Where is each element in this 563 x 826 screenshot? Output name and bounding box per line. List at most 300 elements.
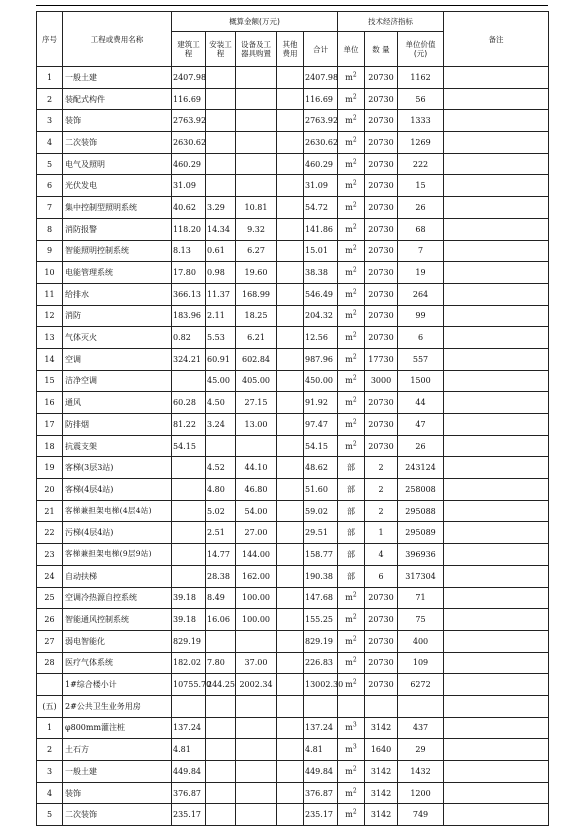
cell-quantity: 4 [365, 544, 398, 566]
cell-unit [338, 262, 365, 284]
cell-name: 智能照明控制系统 [63, 240, 172, 262]
cell-equipment: 602.84 [236, 348, 277, 370]
cell-equipment: 54.00 [236, 500, 277, 522]
cell-building [172, 370, 206, 392]
cell-building [172, 479, 206, 501]
cell-unit-value: 1432 [398, 761, 444, 783]
cell-quantity: 20730 [365, 414, 398, 436]
cell-equipment: 18.25 [236, 305, 277, 327]
cell-unit [338, 88, 365, 110]
cell-equipment: 6.21 [236, 327, 277, 349]
cell-other [277, 479, 304, 501]
cell-other [277, 110, 304, 132]
unit-text: 部 [347, 571, 355, 581]
cell-seq: 4 [37, 782, 63, 804]
unit-text: m [345, 680, 353, 690]
cell-unit [338, 739, 365, 761]
cell-quantity: 20730 [365, 175, 398, 197]
cell-name: 1#综合楼小计 [63, 674, 172, 696]
table-row [37, 609, 549, 631]
header-estimate-group: 概算金额(万元) [172, 12, 338, 32]
cell-unit-value: 26 [398, 197, 444, 219]
unit-exponent: 2 [352, 331, 357, 339]
unit-text: m [345, 441, 353, 451]
cell-other [277, 674, 304, 696]
unit-exponent: 2 [352, 808, 357, 816]
cell-quantity: 20730 [365, 88, 398, 110]
cell-name: 抗震支架 [63, 435, 172, 457]
cell-seq: 22 [37, 522, 63, 544]
cell-seq: 26 [37, 609, 63, 631]
cell-install: 60.91 [206, 348, 236, 370]
cell-building: 376.87 [172, 782, 206, 804]
cell-total: 12.56 [304, 327, 338, 349]
cell-building: 2630.62 [172, 132, 206, 154]
cell-unit-value: 1269 [398, 132, 444, 154]
cell-building [172, 544, 206, 566]
table-row [37, 695, 549, 717]
cell-remark [444, 370, 549, 392]
cell-seq: 12 [37, 305, 63, 327]
table-row [37, 782, 549, 804]
cell-equipment: 144.00 [236, 544, 277, 566]
cell-seq: 28 [37, 652, 63, 674]
cell-unit-value: 26 [398, 435, 444, 457]
cell-remark [444, 457, 549, 479]
cell-seq: 8 [37, 218, 63, 240]
cell-other [277, 587, 304, 609]
table-row [37, 132, 549, 154]
cell-unit [338, 218, 365, 240]
unit-text: m [345, 289, 353, 299]
table-row [37, 197, 549, 219]
cell-seq: 13 [37, 327, 63, 349]
cell-building [172, 695, 206, 717]
cell-total: 141.86 [304, 218, 338, 240]
cell-building: 17.80 [172, 262, 206, 284]
cell-total: 987.96 [304, 348, 338, 370]
cell-remark [444, 630, 549, 652]
cell-other [277, 565, 304, 587]
unit-text: m [345, 94, 353, 104]
cell-other [277, 240, 304, 262]
cell-remark [444, 522, 549, 544]
cell-name: 弱电智能化 [63, 630, 172, 652]
unit-text: 部 [347, 463, 355, 473]
cell-unit [338, 695, 365, 717]
unit-text: m [345, 268, 353, 278]
cell-other [277, 652, 304, 674]
cell-quantity: 2 [365, 457, 398, 479]
cell-other [277, 695, 304, 717]
cell-name: 给排水 [63, 283, 172, 305]
cell-unit [338, 240, 365, 262]
cell-unit-value: 68 [398, 218, 444, 240]
cell-unit [338, 782, 365, 804]
cell-seq: 1 [37, 67, 63, 89]
cell-install [206, 110, 236, 132]
cell-building: 449.84 [172, 761, 206, 783]
cell-other [277, 739, 304, 761]
cell-building: 324.21 [172, 348, 206, 370]
cell-equipment: 100.00 [236, 587, 277, 609]
cell-total: 190.38 [304, 565, 338, 587]
cell-building: 183.96 [172, 305, 206, 327]
cell-equipment: 162.00 [236, 565, 277, 587]
cell-equipment: 37.00 [236, 652, 277, 674]
cell-quantity: 20730 [365, 652, 398, 674]
unit-text: m [345, 246, 353, 256]
cell-unit [338, 630, 365, 652]
cell-other [277, 348, 304, 370]
cell-quantity: 20730 [365, 110, 398, 132]
unit-exponent: 3 [352, 743, 357, 751]
cell-other [277, 544, 304, 566]
cell-building: 10755.70 [172, 674, 206, 696]
unit-text: 部 [347, 549, 355, 559]
cell-remark [444, 283, 549, 305]
table-row [37, 674, 549, 696]
cell-quantity: 20730 [365, 132, 398, 154]
cell-total: 137.24 [304, 717, 338, 739]
cell-install: 4.80 [206, 479, 236, 501]
table-row [37, 88, 549, 110]
table-row [37, 305, 549, 327]
cell-unit [338, 435, 365, 457]
table-row [37, 652, 549, 674]
cell-seq: 7 [37, 197, 63, 219]
table-body [37, 67, 549, 826]
cell-equipment [236, 782, 277, 804]
cell-total: 147.68 [304, 587, 338, 609]
cell-total: 4.81 [304, 739, 338, 761]
cell-remark [444, 500, 549, 522]
cell-remark [444, 652, 549, 674]
cell-remark [444, 414, 549, 436]
table-row [37, 479, 549, 501]
cell-unit-value: 75 [398, 609, 444, 631]
cell-unit [338, 175, 365, 197]
unit-text: m [345, 745, 353, 755]
cell-remark [444, 739, 549, 761]
cell-equipment: 19.60 [236, 262, 277, 284]
cell-equipment: 9.32 [236, 218, 277, 240]
cell-install [206, 630, 236, 652]
cell-total: 2407.98 [304, 67, 338, 89]
cell-name: 防排烟 [63, 414, 172, 436]
cell-equipment: 46.80 [236, 479, 277, 501]
cell-equipment: 10.81 [236, 197, 277, 219]
cell-equipment [236, 804, 277, 826]
cell-install: 14.34 [206, 218, 236, 240]
cell-total: 450.00 [304, 370, 338, 392]
cell-seq: 11 [37, 283, 63, 305]
unit-text: m [345, 593, 353, 603]
cell-equipment [236, 132, 277, 154]
header-building: 建筑工程 [172, 32, 206, 67]
cell-unit [338, 587, 365, 609]
cell-equipment: 13.00 [236, 414, 277, 436]
table-row [37, 457, 549, 479]
cell-seq: 18 [37, 435, 63, 457]
cell-other [277, 262, 304, 284]
cell-other [277, 305, 304, 327]
unit-exponent: 2 [352, 136, 357, 144]
cell-seq: 9 [37, 240, 63, 262]
cell-remark [444, 695, 549, 717]
cell-quantity: 20730 [365, 197, 398, 219]
table-row [37, 435, 549, 457]
cell-install [206, 695, 236, 717]
cell-quantity: 20730 [365, 67, 398, 89]
cell-seq: 10 [37, 262, 63, 284]
unit-text: m [345, 810, 353, 820]
cell-quantity: 3142 [365, 717, 398, 739]
cell-unit [338, 717, 365, 739]
cell-seq: 25 [37, 587, 63, 609]
cell-quantity: 20730 [365, 305, 398, 327]
cell-quantity: 2 [365, 479, 398, 501]
cell-remark [444, 609, 549, 631]
cell-unit [338, 67, 365, 89]
unit-text: m [345, 181, 353, 191]
unit-exponent: 2 [352, 786, 357, 794]
cell-install [206, 804, 236, 826]
table-row [37, 392, 549, 414]
unit-text: m [345, 398, 353, 408]
cell-other [277, 88, 304, 110]
cell-remark [444, 153, 549, 175]
cell-name: 空调冷热源自控系统 [63, 587, 172, 609]
cell-seq: 15 [37, 370, 63, 392]
cell-install: 4.50 [206, 392, 236, 414]
cell-seq [37, 674, 63, 696]
cell-building: 0.82 [172, 327, 206, 349]
cell-seq: 2 [37, 739, 63, 761]
cell-quantity: 6 [365, 565, 398, 587]
cell-unit [338, 327, 365, 349]
unit-exponent: 2 [352, 613, 357, 621]
cell-building: 40.62 [172, 197, 206, 219]
cell-name: 土石方 [63, 739, 172, 761]
cell-equipment [236, 175, 277, 197]
unit-exponent: 2 [352, 396, 357, 404]
cell-unit-value: 47 [398, 414, 444, 436]
cell-quantity: 20730 [365, 587, 398, 609]
cell-building: 81.22 [172, 414, 206, 436]
cell-remark [444, 88, 549, 110]
cell-equipment [236, 435, 277, 457]
cell-unit-value: 71 [398, 587, 444, 609]
cell-remark [444, 392, 549, 414]
unit-text: m [345, 159, 353, 169]
cell-total: 158.77 [304, 544, 338, 566]
header-seq: 序号 [37, 12, 63, 67]
cell-unit-value: 437 [398, 717, 444, 739]
cell-equipment: 27.15 [236, 392, 277, 414]
cell-equipment: 6.27 [236, 240, 277, 262]
cell-unit-value: 243124 [398, 457, 444, 479]
table-row [37, 240, 549, 262]
cell-other [277, 761, 304, 783]
unit-exponent: 2 [352, 179, 357, 187]
unit-text: m [345, 788, 353, 798]
cell-install: 244.25 [206, 674, 236, 696]
cell-total [304, 695, 338, 717]
table-row [37, 500, 549, 522]
cell-unit [338, 197, 365, 219]
cell-install: 3.29 [206, 197, 236, 219]
unit-text: m [345, 137, 353, 147]
cell-building: 366.13 [172, 283, 206, 305]
cell-name: 装配式构件 [63, 88, 172, 110]
cell-equipment [236, 761, 277, 783]
cell-building [172, 565, 206, 587]
cell-unit-value: 396936 [398, 544, 444, 566]
cell-total: 59.02 [304, 500, 338, 522]
cell-other [277, 630, 304, 652]
cell-quantity: 3142 [365, 804, 398, 826]
unit-exponent: 2 [352, 591, 357, 599]
cell-install: 4.52 [206, 457, 236, 479]
cell-name: 二次装饰 [63, 132, 172, 154]
cell-total: 226.83 [304, 652, 338, 674]
unit-text: 部 [347, 528, 355, 538]
table-row [37, 544, 549, 566]
cell-unit [338, 370, 365, 392]
header-unit: 单位 [338, 32, 365, 67]
cell-name: 客梯兼担架电梯(4层4站) [63, 500, 172, 522]
cell-building: 829.19 [172, 630, 206, 652]
cell-quantity: 1640 [365, 739, 398, 761]
cell-other [277, 782, 304, 804]
cell-install [206, 88, 236, 110]
cell-install [206, 153, 236, 175]
cell-name: 电气及照明 [63, 153, 172, 175]
unit-text: m [345, 224, 353, 234]
cell-building: 116.69 [172, 88, 206, 110]
cell-total: 829.19 [304, 630, 338, 652]
cell-install: 5.02 [206, 500, 236, 522]
cell-unit-value: 1333 [398, 110, 444, 132]
cell-equipment [236, 88, 277, 110]
cell-unit-value: 99 [398, 305, 444, 327]
header-remark: 备注 [444, 12, 549, 67]
cell-name: 2#公共卫生业务用房 [63, 695, 172, 717]
cell-total: 449.84 [304, 761, 338, 783]
cell-other [277, 175, 304, 197]
cell-unit [338, 110, 365, 132]
unit-exponent: 2 [352, 244, 357, 252]
cell-total: 48.62 [304, 457, 338, 479]
cell-building: 31.09 [172, 175, 206, 197]
cell-building: 2407.98 [172, 67, 206, 89]
cell-other [277, 327, 304, 349]
cell-total: 2763.92 [304, 110, 338, 132]
cell-building: 54.15 [172, 435, 206, 457]
cell-total: 546.49 [304, 283, 338, 305]
cell-name: 客梯兼担架电梯(9层9站) [63, 544, 172, 566]
cell-remark [444, 175, 549, 197]
cell-seq: (五) [37, 695, 63, 717]
cell-unit [338, 132, 365, 154]
cell-remark [444, 110, 549, 132]
cell-seq: 17 [37, 414, 63, 436]
cell-quantity: 3142 [365, 761, 398, 783]
cell-unit [338, 305, 365, 327]
cell-unit-value: 295088 [398, 500, 444, 522]
unit-text: m [345, 116, 353, 126]
cell-unit [338, 565, 365, 587]
cell-building: 235.17 [172, 804, 206, 826]
unit-exponent: 2 [352, 201, 357, 209]
cell-building: 118.20 [172, 218, 206, 240]
cell-seq: 20 [37, 479, 63, 501]
cell-seq: 19 [37, 457, 63, 479]
unit-text: m [345, 723, 353, 733]
cell-unit-value: 7 [398, 240, 444, 262]
unit-text: m [345, 354, 353, 364]
cell-install [206, 761, 236, 783]
cell-other [277, 218, 304, 240]
cell-building: 137.24 [172, 717, 206, 739]
cell-unit-value: 6272 [398, 674, 444, 696]
cell-equipment [236, 717, 277, 739]
cell-unit [338, 479, 365, 501]
cell-quantity: 1 [365, 522, 398, 544]
cell-other [277, 67, 304, 89]
unit-exponent: 2 [352, 309, 357, 317]
table-row [37, 587, 549, 609]
cell-seq: 16 [37, 392, 63, 414]
unit-exponent: 2 [352, 114, 357, 122]
unit-text: m [345, 615, 353, 625]
cell-install: 8.49 [206, 587, 236, 609]
table-row [37, 175, 549, 197]
table-row [37, 110, 549, 132]
cell-name: 空调 [63, 348, 172, 370]
cell-other [277, 457, 304, 479]
cell-quantity: 20730 [365, 240, 398, 262]
cell-unit [338, 761, 365, 783]
cell-seq: 14 [37, 348, 63, 370]
cell-name: 二次装饰 [63, 804, 172, 826]
header-equipment: 设备及工器具购置 [236, 32, 277, 67]
cell-seq: 5 [37, 153, 63, 175]
cell-other [277, 609, 304, 631]
cell-remark [444, 67, 549, 89]
cell-other [277, 392, 304, 414]
cell-unit-value: 222 [398, 153, 444, 175]
unit-exponent: 2 [352, 266, 357, 274]
cell-total: 54.15 [304, 435, 338, 457]
cell-install: 7.80 [206, 652, 236, 674]
cell-other [277, 132, 304, 154]
cell-unit [338, 544, 365, 566]
cell-equipment: 27.00 [236, 522, 277, 544]
cell-equipment [236, 739, 277, 761]
cell-name: 光伏发电 [63, 175, 172, 197]
cell-total: 155.25 [304, 609, 338, 631]
cell-unit [338, 457, 365, 479]
cell-unit [338, 500, 365, 522]
cell-name: 一般土建 [63, 67, 172, 89]
table-row [37, 717, 549, 739]
cell-install: 16.06 [206, 609, 236, 631]
cell-total: 116.69 [304, 88, 338, 110]
unit-text: m [345, 311, 353, 321]
unit-exponent: 2 [352, 678, 357, 686]
